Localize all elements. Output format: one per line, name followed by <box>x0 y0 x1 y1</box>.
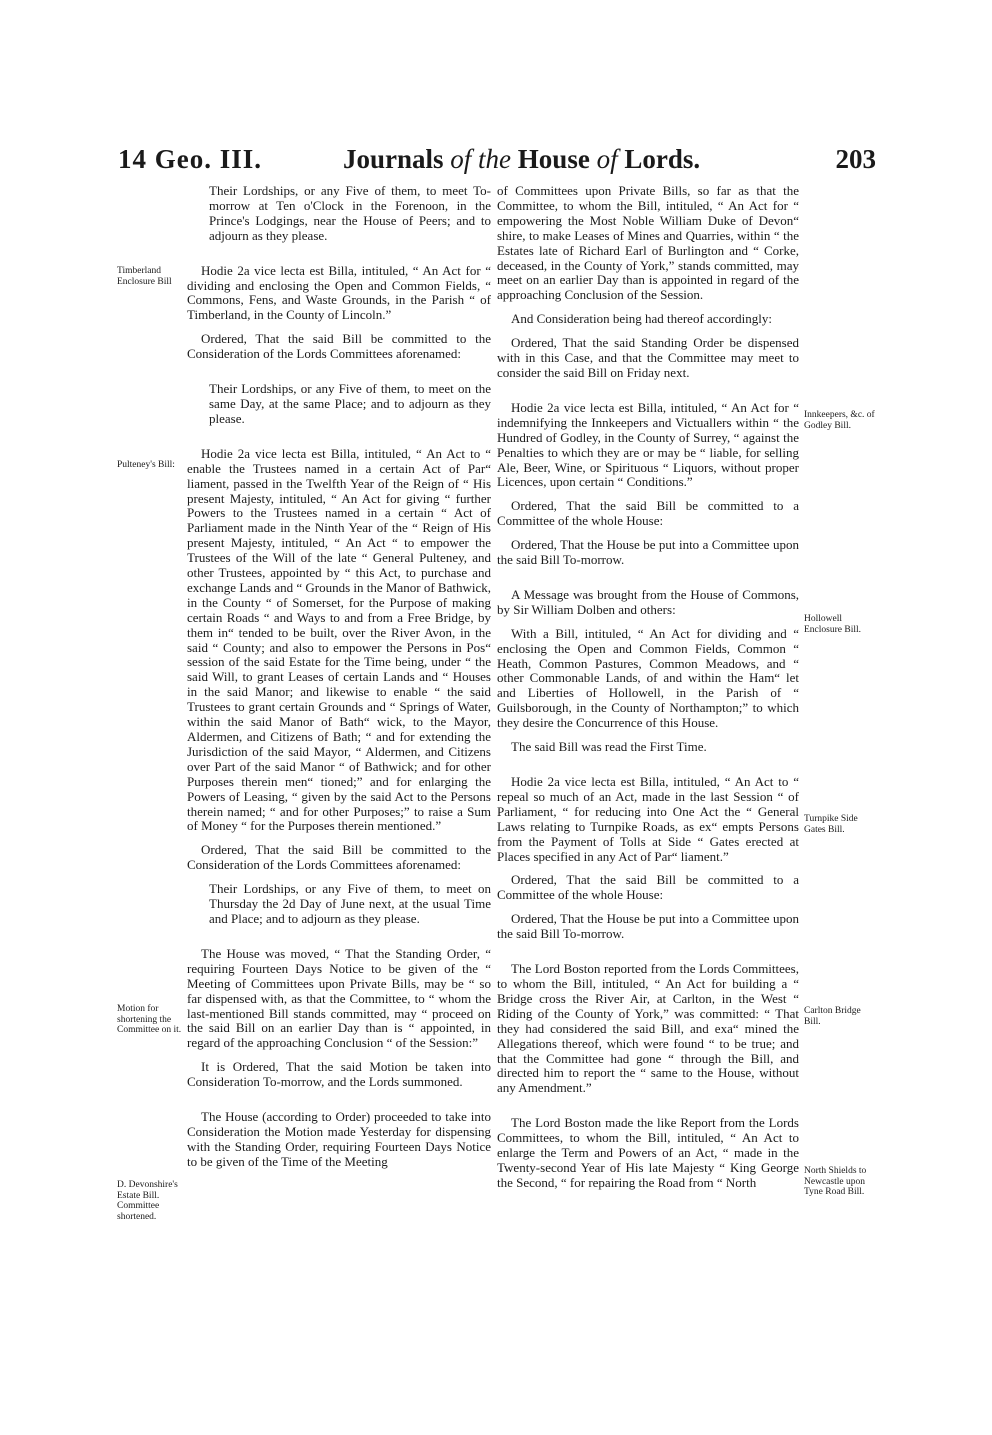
right-column <box>497 184 799 1200</box>
paragraph: Ordered, That the said Bill be committed to the Consideration of the Lords Committees aforenamed: <box>187 842 491 873</box>
running-title-house: House <box>517 144 590 174</box>
paragraph: The Lord Boston made the like Report from the Lords Committees, to whom the Bill, intituled, “ An Act to enlarge the Term and Powers of an Act, “ made in the Twenty-second Year of His late Majesty “ King George the Second, “ for repairing the Road from “ North <box>497 1115 799 1190</box>
running-title-journals: Journals <box>343 144 444 174</box>
margin-note-hollowell: Hollowell Enclosure Bill. <box>804 614 861 635</box>
margin-note-innkeepers: Innkeepers, &c. of Godley Bill. <box>804 410 875 431</box>
margin-note-pulteney: Pulteney's Bill: <box>117 460 175 470</box>
margin-note-motion: Motion for shortening the Committee on it. <box>117 1004 182 1035</box>
paragraph: And Consideration being had thereof accordingly: <box>511 311 773 327</box>
paragraph: The Lord Boston reported from the Lords Committees, to whom the Bill, intituled, “ An Act for building a “ Bridge cross the River Air, at Carlton, in the West “ Riding of the County of York,” was committed: “ That they had considered the said Bill, and exa“ mined the Allegations thereof, which were found “ to be true; and that the Committee had gone “ through the Bill, and directed him to report the “ same to the House, without any Amendment.” <box>497 961 799 1096</box>
paragraph: With a Bill, intituled, “ An Act for dividing and “ enclosing the Open and Common Fields, Common “ Heath, Common Pastures, Common Meadows, and “ other Commonable Lands, of and within the Ham“ let and Liberties of Hollowell, in the Parish of “ Guilsborough, in the County of Northampton;” to which they desire the Concurrence of this House. <box>497 625 799 731</box>
paragraph: Ordered, That the said Bill be committed to a Committee of the whole House: <box>497 872 799 903</box>
paragraph: The House was moved, “ That the Standing Order, “ requiring Fourteen Days Notice to be given of the “ Meeting of Committees upon Private Bills, may be “ so far dispensed with, as that the Committee, to “ whom the last-mentioned Bill stands committed, may “ proceed on the said Bill on an earlier Day than is “ appointed, in regard of the approaching Conclusion “ of the Session:” <box>187 945 491 1051</box>
paragraph: Ordered, That the House be put into a Committee upon the said Bill To-morrow. <box>497 911 799 942</box>
paragraph: Ordered, That the said Bill be committed to the Consideration of the Lords Committees aforenamed: <box>187 331 491 362</box>
paragraph: It is Ordered, That the said Motion be taken into Consideration To-morrow, and the Lords summoned. <box>187 1059 491 1090</box>
margin-note-turnpike: Turnpike Side Gates Bill. <box>804 814 858 835</box>
page-header <box>118 144 876 180</box>
running-title-the: the <box>478 144 512 174</box>
paragraph: Ordered, That the said Bill be committed to a Committee of the whole House: <box>497 498 799 529</box>
paragraph: of Committees upon Private Bills, so far as that the Committee, to whom the Bill, intituled, “ An Act for “ empowering the Most Noble William Duke of Devon“ shire, to make Leases of Mines and Quarries, within “ the Estates late of Richard Earl of Burlington and “ Corke, deceased, in the County of York,” stands committed, may meet on an earlier Day than is appointed in regard of the approaching Conclusion of the Session. <box>497 183 799 303</box>
running-title-of-2: of <box>596 144 618 174</box>
paragraph: Their Lordships, or any Five of them, to meet on Thursday the 2d Day of June next, at the usual Time and Place; and to adjourn as they please. <box>209 881 491 926</box>
running-title <box>343 144 700 175</box>
paragraph: Ordered, That the House be put into a Committee upon the said Bill To-morrow. <box>497 537 799 568</box>
margin-note-devonshire: D. Devonshire's Estate Bill. Committee shortened. <box>117 1180 178 1222</box>
left-column <box>187 184 491 1179</box>
running-title-lords: Lords. <box>624 144 701 174</box>
regnal-year: 14 Geo. III. <box>118 144 263 174</box>
page-number: 203 <box>835 144 876 174</box>
running-title-of-1: of <box>450 144 472 174</box>
margin-note-carlton: Carlton Bridge Bill. <box>804 1006 861 1027</box>
paragraph: Hodie 2a vice lecta est Billa, intituled, “ An Act to “ repeal so much of an Act, made in the last Session “ of Parliament, “ for reducing into One Act the “ General Laws relating to Turnpike Roads, as ex“ empts Persons from the Payment of Tolls at Side “ Gates erected at Places specified in any Act of Par“ liament.” <box>497 774 799 864</box>
paragraph: Hodie 2a vice lecta est Billa, intituled, “ An Act for “ indemnifying the Innkeepers and Victuallers within “ the Hundred of Godley, in the County of Surrey, “ against the Penalties to which they are or may be “ liable, for selling Ale, Beer, Wine, or Spirituous “ Liquors, without proper Licences, upon certain “ Conditions.” <box>497 399 799 490</box>
paragraph: Their Lordships, or any Five of them, to meet To-morrow at Ten o'Clock in the Forenoon, in the Prince's Lodgings, near the House of Peers; and to adjourn as they please. <box>209 183 491 243</box>
paragraph: Hodie 2a vice lecta est Billa, intituled, “ An Act for “ dividing and enclosing the Open and Common Fields, “ Commons, Fens, and Waste Grounds, in the Parish “ of Timberland, in the County of Lincoln.” <box>187 262 491 323</box>
paragraph: Their Lordships, or any Five of them, to meet on the same Day, at the same Place; and to adjourn as they please. <box>209 381 491 426</box>
paragraph: The House (according to Order) proceeded to take into Consideration the Motion made Yesterday for dispensing with the Standing Order, requiring Fourteen Days Notice to be given of the Time of the Meeting <box>187 1109 491 1169</box>
paragraph: Ordered, That the said Standing Order be dispensed with in this Case, and that the Committee may meet to consider the said Bill on Friday next. <box>497 335 799 380</box>
margin-note-north-shields: North Shields to Newcastle upon Tyne Road Bill. <box>804 1166 867 1197</box>
paragraph: Hodie 2a vice lecta est Billa, intituled, “ An Act to “ enable the Trustees named in a certain Act of Par“ liament, passed in the Twelfth Year of the Reign of “ His present Majesty, intituled, “ An Act for giving “ further Powers to the Trustees named in a certain “ Act of Parliament made in the Ninth Year of the “ Reign of His present Majesty, intituled, “ An Act “ to empower the Trustees of the Will of the late “ General Pulteney, and other Trustees, appointed by “ this Act, to purchase and exchange Lands and “ Grounds in the Manor of Bathwick, in the County “ of Somerset, for the Purpose of making certain Roads “ and Ways to and from a Free Bridge, by them in“ tended to be built, over the River Avon, in the said “ County; and also to empower the Persons in Pos“ session of the said Estate for the Time being, under “ the said Will, to grant Leases of certain Lands and “ Houses in the said Manor; and likewise to enable “ the said Trustees to grant certain Grounds and “ Springs of Water, within the said Manor of Bath“ wick, to the Mayor, Aldermen, and Citizens of Bath; “ and for extending the Jurisdiction of the said Mayor, “ Aldermen, and Citizens over Part of the said Manor “ of Bathwick; and for other Purposes therein men“ tioned;” and for enlarging the Powers of Leasing, “ given by the said Act to the Persons therein named; “ and for other Purposes;” to raise a Sum of Money “ for the Purposes therein mentioned.” <box>187 445 491 834</box>
paragraph: The said Bill was read the First Time. <box>511 739 707 755</box>
margin-note-timberland: Timberland Enclosure Bill <box>117 266 172 287</box>
paragraph: A Message was brought from the House of Commons, by Sir William Dolben and others: <box>497 586 799 617</box>
